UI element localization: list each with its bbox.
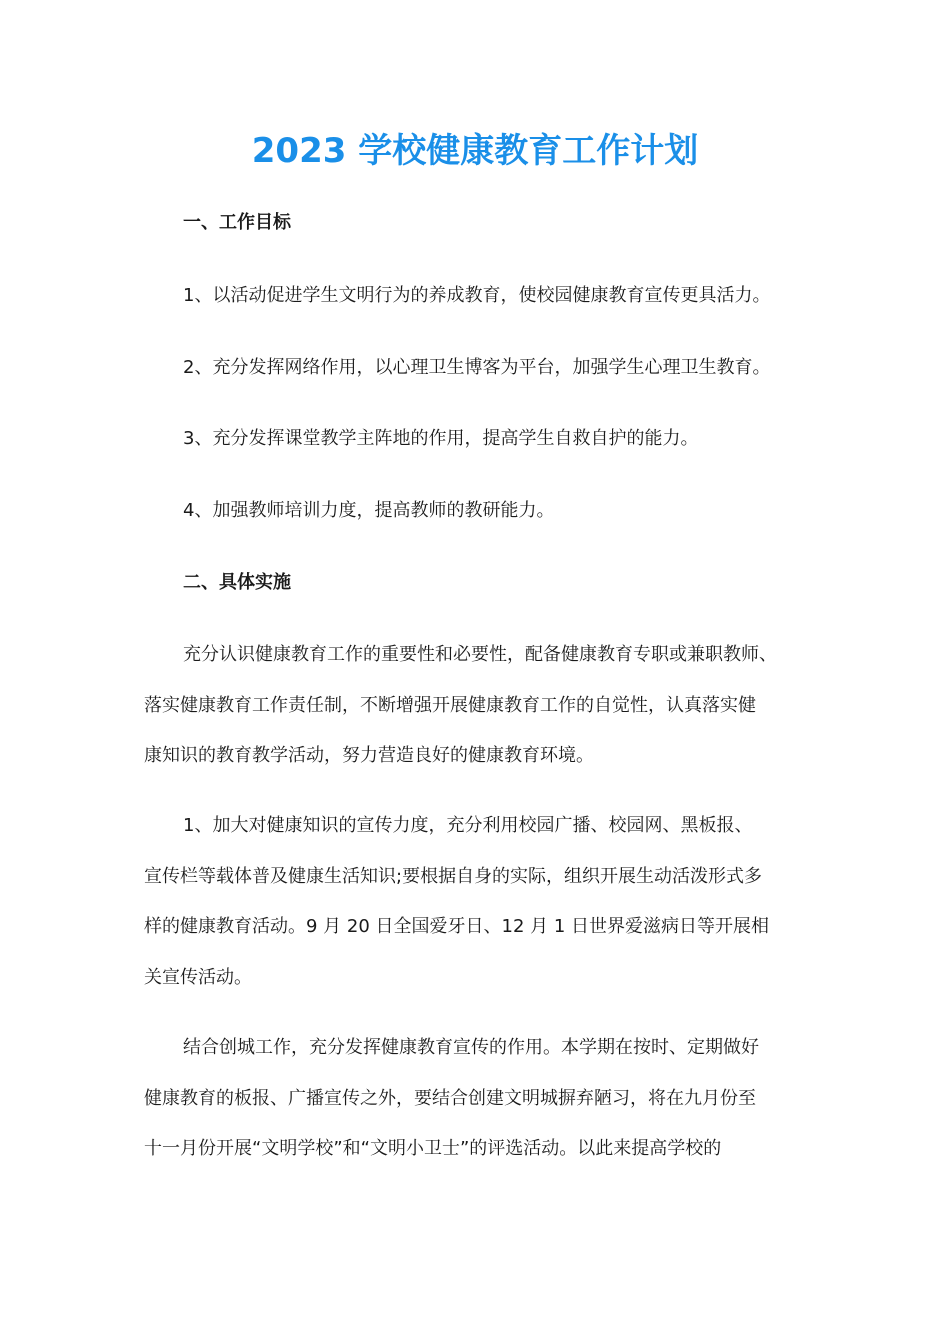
section-heading-goals: 一、工作目标 — [183, 212, 291, 233]
goal-item-4: 4、加强教师培训力度，提高教师的教研能力。 — [183, 500, 555, 521]
paragraph-line: 康知识的教育教学活动，努力营造良好的健康教育环境。 — [144, 745, 594, 766]
paragraph-2 — [144, 801, 804, 1003]
paragraph-line: 样的健康教育活动。9 月 20 日全国爱牙日、12 月 1 日世界爱滋病日等开展相 — [144, 916, 770, 937]
goal-item-1: 1、以活动促进学生文明行为的养成教育，使校园健康教育宣传更具活力。 — [183, 285, 771, 306]
paragraph-line: 充分认识健康教育工作的重要性和必要性，配备健康教育专职或兼职教师、 — [183, 644, 777, 665]
paragraph-line: 落实健康教育工作责任制，不断增强开展健康教育工作的自觉性，认真落实健 — [144, 694, 756, 716]
paragraph-line: 健康教育的板报、广播宣传之外，要结合创建文明城摒弃陋习，将在九月份至 — [144, 1087, 756, 1109]
paragraph-1 — [144, 630, 804, 782]
goal-item-2: 2、充分发挥网络作用，以心理卫生博客为平台，加强学生心理卫生教育。 — [183, 357, 771, 378]
paragraph-line: 结合创城工作，充分发挥健康教育宣传的作用。本学期在按时、定期做好 — [183, 1037, 759, 1058]
paragraph-line: 1、加大对健康知识的宣传力度，充分利用校园广播、校园网、黑板报、 — [183, 815, 753, 836]
paragraph-line: 十一月份开展“文明学校”和“文明小卫士”的评选活动。以此来提高学校的 — [144, 1138, 722, 1159]
goal-item-3: 3、充分发挥课堂教学主阵地的作用，提高学生自救自护的能力。 — [183, 428, 699, 449]
paragraph-line: 关宣传活动。 — [144, 966, 252, 988]
document-title: 2023 学校健康教育工作计划 — [251, 131, 699, 171]
paragraph-line: 宣传栏等载体普及健康生活知识;要根据自身的实际，组织开展生动活泼形式多 — [144, 865, 763, 887]
section-heading-implementation: 二、具体实施 — [183, 572, 291, 593]
paragraph-3 — [144, 1023, 804, 1175]
